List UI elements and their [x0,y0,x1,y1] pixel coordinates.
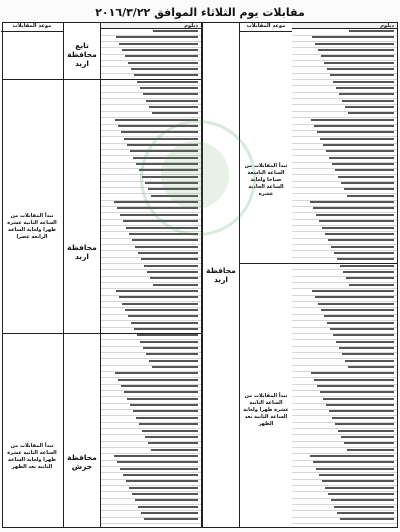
right-names-column [292,23,397,527]
right-schedule-bottom: تبدأ المقابلات من الساعة الثانية عشرة ظهرا ولغاية الساعة الثانية بعد الظهر [243,393,289,427]
name-row [292,518,397,524]
left-schedule-header: موعد المقابلات [1,23,63,32]
left-schedule-2: تبدأ المقابلات من الساعة الثانية عشرة ظهرا ولغاية الساعة الرابعة عصرا [7,213,57,240]
names-header: دبلوم [292,23,397,29]
left-governorate-column [63,23,101,527]
right-schedule-top: تبدأ المقابلات من الساعة التاسعة صباحا ولغاية الساعة الحادية عشرة [244,163,288,197]
left-gov-3: محافظة جرش [67,453,97,471]
left-gov-2: محافظة اربد [67,243,97,261]
names-header: دبلوم [101,23,201,29]
left-schedule-3: تبدأ المقابلات من الساعة الثانية عشرة ظهرا ولغاية الساعة الثانية بعد الظهر [7,443,57,470]
right-schedule-column [240,23,292,527]
left-names-column [101,23,201,527]
name-row [101,289,201,295]
left-schedule-column [1,23,63,527]
right-governorate-column [202,23,240,527]
watermark-seal [140,120,256,236]
left-table [2,22,202,528]
name-row [101,454,201,460]
name-row [101,518,201,524]
right-table [202,22,398,528]
page-title: مقابلات يوم الثلاثاء الموافق ٢٠١٦/٣/٢٢ [95,6,305,19]
right-schedule-header: موعد المقابلات [240,23,292,32]
right-gov-label: محافظة اربد [206,266,236,284]
left-gov-1: تابع محافظة اربد [67,41,97,68]
